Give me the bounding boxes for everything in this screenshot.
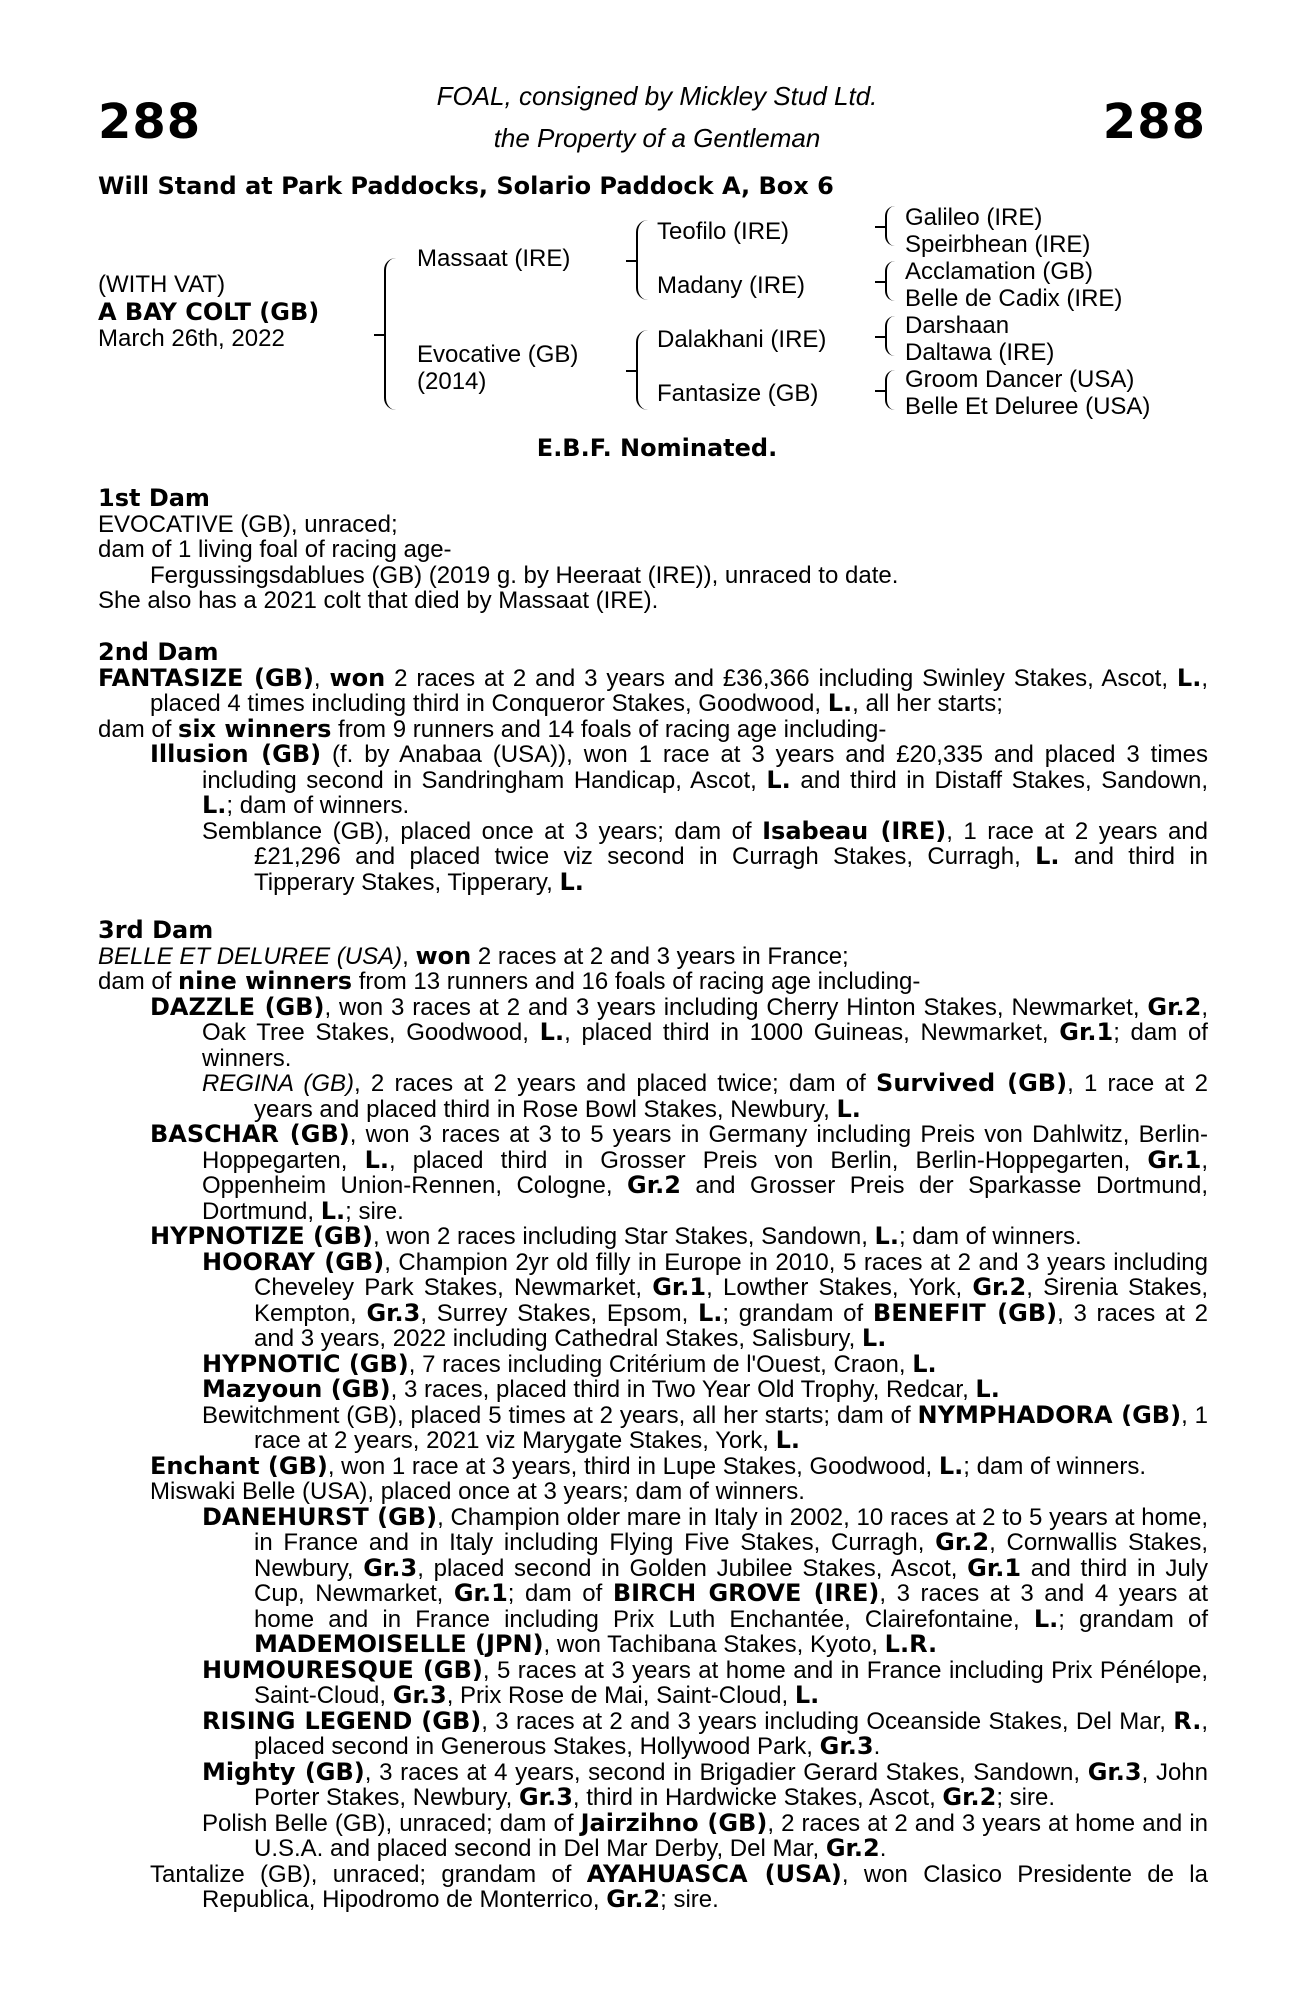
third-dam-record: BELLE ET DELUREE (USA), won 2 races at 2 and 3 years in France; bbox=[98, 941, 849, 970]
dam-dam: Fantasize (GB) bbox=[657, 380, 819, 407]
produce-entry: Polish Belle (GB), unraced; dam of Jairzihno (GB), 2 races at 2 and 3 years at home and in U.S.A. and placed second in Del Mar Derby, Del Mar, Gr.2. bbox=[202, 1808, 1209, 1862]
pedigree-brace-main bbox=[384, 258, 396, 410]
dss: Darshaan bbox=[905, 312, 1010, 339]
produce-entry: BASCHAR (GB), won 3 races at 3 to 5 years in Germany including Preis von Dahlwitz, Berlin-Hoppegarten, L., placed third in Grosser Preis von Berlin, Berlin-Hoppegarten, Gr.1, Oppenheim Union-Rennen, Cologne, Gr.2 and Grosser Preis der Sparkasse Dortmund, Dortmund, L.; sire. bbox=[150, 1120, 1209, 1225]
produce-entry: Tantalize (GB), unraced; grandam of AYAHUASCA (USA), won Clasico Presidente de la Republica, Hipodromo de Monterrico, Gr.2; sire. bbox=[150, 1859, 1208, 1913]
produce-entry: DAZZLE (GB), won 3 races at 2 and 3 years including Cherry Hinton Stakes, Newmarket, Gr.2, Oak Tree Stakes, Goodwood, L., placed third in 1000 Guineas, Newmarket, Gr.1; dam of winners. bbox=[150, 992, 1208, 1072]
third-dam-heading: 3rd Dam bbox=[98, 916, 214, 944]
first-dam-line: dam of 1 living foal of racing age- bbox=[98, 536, 452, 563]
first-dam-line: Fergussingsdablues (GB) (2019 g. by Heeraat (IRE)), unraced to date. bbox=[150, 561, 899, 589]
ebf-nominated: E.B.F. Nominated. bbox=[536, 434, 778, 462]
produce-entry: Miswaki Belle (USA), placed once at 3 years; dam of winners. bbox=[150, 1478, 805, 1505]
dam: Evocative (GB) bbox=[417, 341, 579, 368]
first-dam-heading: 1st Dam bbox=[98, 484, 210, 512]
second-dam-heading: 2nd Dam bbox=[98, 638, 219, 666]
produce-entry: Illusion (GB) (f. by Anabaa (USA)), won 1 race at 3 years and £20,335 and placed 3 times including second in Sandringham Handicap, Ascot, L. and third in Distaff Stakes, Sandown, L.; dam of winners. bbox=[150, 740, 1208, 819]
pedigree-brace-ss bbox=[885, 206, 895, 246]
third-dam-section bbox=[98, 918, 1208, 1913]
produce-entry: DANEHURST (GB), Champion older mare in Italy in 2002, 10 races at 2 to 5 years at home, in France and in Italy including Flying Five Stakes, Curragh, Gr.2, Cornwallis Stakes, Newbury, Gr.3, placed second in Golden Jubilee Stakes, Ascot, Gr.1 and third in July Cup, Newmarket, Gr.1; dam of BIRCH GROVE (IRE), 3 races at 3 and 4 years at home and in France including Prix Luth Enchantée, Clairefontaine, L.; grandam of MADEMOISELLE (JPN), won Tachibana Stakes, Kyoto, L.R. bbox=[202, 1502, 1209, 1658]
sss: Galileo (IRE) bbox=[905, 204, 1043, 231]
produce-entry: REGINA (GB), 2 races at 2 years and placed twice; dam of Survived (GB), 1 race at 2 years and placed third in Rose Bowl Stakes, Newbury, L. bbox=[202, 1069, 1209, 1123]
horse-dob: March 26th, 2022 bbox=[98, 325, 285, 352]
pedigree-brace-sd bbox=[885, 261, 895, 301]
dds: Groom Dancer (USA) bbox=[905, 366, 1135, 393]
ssd: Speirbhean (IRE) bbox=[905, 231, 1091, 258]
ddd: Belle Et Deluree (USA) bbox=[905, 393, 1151, 420]
consignor-line: FOAL, consigned by Mickley Stud Ltd. bbox=[436, 81, 878, 111]
second-dam-produce-summary: dam of six winners from 9 runners and 14 foals of racing age including- bbox=[98, 714, 887, 743]
pedigree-brace-sire bbox=[636, 220, 648, 300]
produce-entry: RISING LEGEND (GB), 3 races at 2 and 3 years including Oceanside Stakes, Del Mar, R., placed second in Generous Stakes, Hollywood Park, Gr.3. bbox=[202, 1706, 1208, 1760]
property-line: the Property of a Gentleman bbox=[493, 123, 821, 153]
sire: Massaat (IRE) bbox=[417, 245, 571, 272]
first-dam-line: EVOCATIVE (GB), unraced; bbox=[98, 510, 398, 538]
sire-sire: Teofilo (IRE) bbox=[657, 218, 790, 245]
second-dam-record: FANTASIZE (GB), won 2 races at 2 and 3 years and £36,366 including Swinley Stakes, Ascot, L., placed 4 times including third in Conqueror Stakes, Goodwood, L., all her starts; bbox=[98, 663, 1209, 717]
produce-entry: HOORAY (GB), Champion 2yr old filly in Europe in 2010, 5 races at 2 and 3 years including Cheveley Park Stakes, Newmarket, Gr.1, Lowther Stakes, York, Gr.2, Sirenia Stakes, Kempton, Gr.3, Surrey Stakes, Epsom, L.; grandam of BENEFIT (GB), 3 races at 2 and 3 years, 2022 including Cathedral Stakes, Salisbury, L. bbox=[202, 1247, 1209, 1352]
produce-entry: Semblance (GB), placed once at 3 years; dam of Isabeau (IRE), 1 race at 2 years and £21,296 and placed twice viz second in Curragh Stakes, Curragh, L. and third in Tipperary Stakes, Tipperary, L. bbox=[202, 816, 1209, 896]
dam-year: (2014) bbox=[417, 368, 487, 395]
sds: Acclamation (GB) bbox=[905, 258, 1094, 285]
horse-name: A BAY COLT (GB) bbox=[98, 298, 320, 326]
produce-entry: Mighty (GB), 3 races at 4 years, second in Brigadier Gerard Stakes, Sandown, Gr.3, John Porter Stakes, Newbury, Gr.3, third in Hardwicke Stakes, Ascot, Gr.2; sire. bbox=[202, 1757, 1208, 1811]
sdd: Belle de Cadix (IRE) bbox=[905, 285, 1123, 312]
first-dam-section bbox=[98, 486, 1208, 614]
produce-entry: HUMOURESQUE (GB), 5 races at 3 years at home and in France including Prix Pénélope, Saint-Cloud, Gr.3, Prix Rose de Mai, Saint-Cloud, L. bbox=[202, 1655, 1208, 1709]
sire-dam: Madany (IRE) bbox=[657, 272, 806, 299]
lot-number-left: 288 bbox=[98, 94, 202, 150]
produce-entry: HYPNOTIC (GB), 7 races including Critérium de l'Ouest, Craon, L. bbox=[202, 1349, 937, 1378]
dam-sire: Dalakhani (IRE) bbox=[657, 326, 827, 353]
produce-entry: Enchant (GB), won 1 race at 3 years, third in Lupe Stakes, Goodwood, L.; dam of winners. bbox=[150, 1451, 1147, 1480]
first-dam-line: She also has a 2021 colt that died by Massaat (IRE). bbox=[98, 587, 659, 614]
pedigree-brace-dd bbox=[885, 370, 895, 410]
produce-entry: Bewitchment (GB), placed 5 times at 2 years, all her starts; dam of NYMPHADORA (GB), 1 race at 2 years, 2021 viz Marygate Stakes, York, L. bbox=[202, 1400, 1208, 1454]
stand-location: Will Stand at Park Paddocks, Solario Paddock A, Box 6 bbox=[98, 172, 834, 200]
second-dam-section bbox=[98, 640, 1208, 895]
dsd: Daltawa (IRE) bbox=[905, 339, 1055, 366]
pedigree-brace-dam bbox=[636, 330, 648, 410]
third-dam-produce-summary: dam of nine winners from 13 runners and 16 foals of racing age including- bbox=[98, 967, 921, 995]
produce-entry: Mazyoun (GB), 3 races, placed third in Two Year Old Trophy, Redcar, L. bbox=[202, 1375, 1000, 1403]
lot-number-right: 288 bbox=[1102, 94, 1206, 150]
produce-entry: HYPNOTIZE (GB), won 2 races including Star Stakes, Sandown, L.; dam of winners. bbox=[150, 1222, 1082, 1250]
vat-note: (WITH VAT) bbox=[98, 271, 226, 298]
pedigree-brace-ds bbox=[885, 316, 895, 356]
